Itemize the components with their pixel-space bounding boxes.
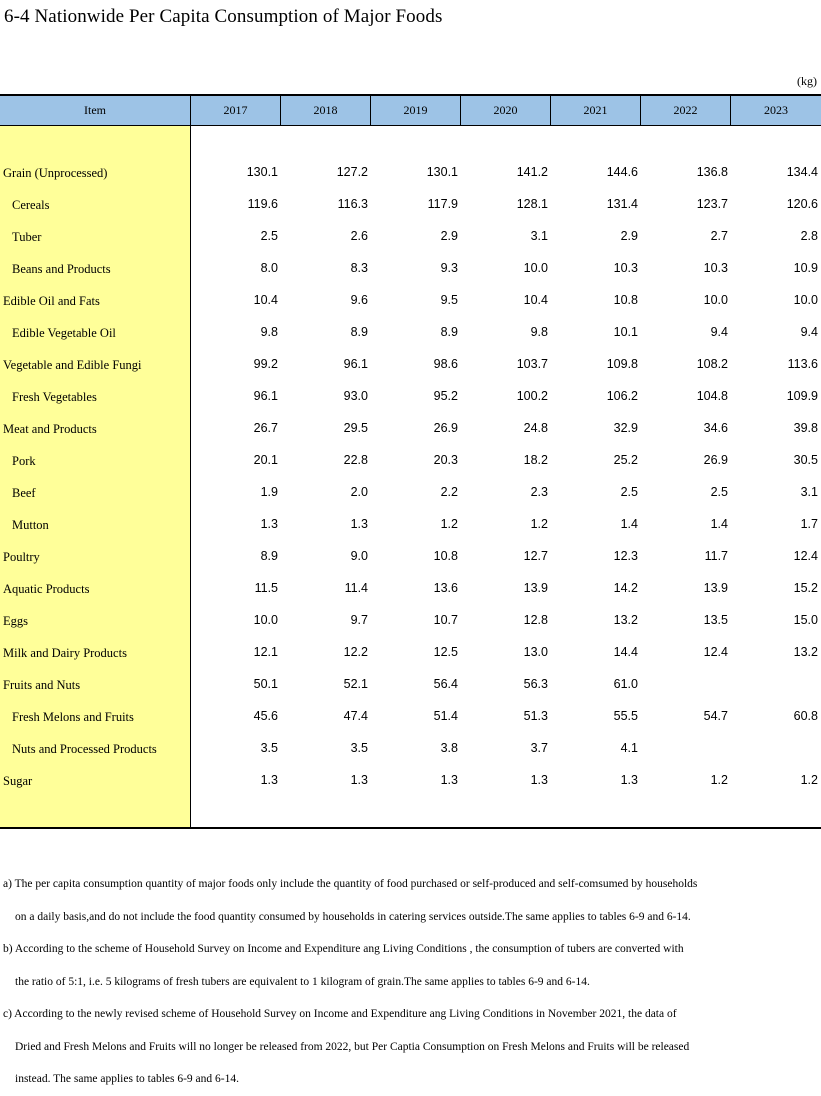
- table-row: [0, 190, 821, 222]
- value-cell: 22.8: [343, 453, 368, 467]
- value-cell: 3.1: [800, 485, 818, 499]
- footnote-line: a) The per capita consumption quantity of major foods only include the quantity of food purchased or self-produced and self-comsumed by households: [3, 878, 698, 890]
- value-cell: 10.0: [523, 261, 548, 275]
- value-cell: 103.7: [516, 357, 548, 371]
- value-cell: 29.5: [343, 421, 368, 435]
- footnote-line: on a daily basis,and do not include the food quantity consumed by households in catering services outside.The same applies to tables 6-9 and 6-14.: [15, 910, 691, 923]
- value-cell: 55.5: [613, 709, 638, 723]
- value-cell: 9.8: [260, 325, 278, 339]
- value-cell: 26.7: [253, 421, 278, 435]
- value-cell: 96.1: [343, 357, 368, 371]
- row-label: Meat and Products: [3, 422, 97, 436]
- table-row: [0, 702, 821, 734]
- value-cell: 12.2: [343, 645, 368, 659]
- row-label: Fresh Vegetables: [12, 390, 97, 404]
- value-cell: 25.2: [613, 453, 638, 467]
- value-cell: 2.5: [620, 485, 638, 499]
- value-cell: 1.3: [530, 773, 548, 787]
- table-row: [0, 318, 821, 350]
- value-cell: 52.1: [343, 677, 368, 691]
- value-cell: 10.1: [613, 325, 638, 339]
- value-cell: 34.6: [703, 421, 728, 435]
- value-cell: 2.2: [440, 485, 458, 499]
- table-body: [0, 158, 821, 798]
- value-cell: 39.8: [793, 421, 818, 435]
- value-cell: 13.9: [523, 581, 548, 595]
- value-cell: 11.4: [344, 581, 368, 595]
- value-cell: 50.1: [253, 677, 278, 691]
- value-cell: 14.2: [613, 581, 638, 595]
- value-cell: 117.9: [427, 197, 458, 211]
- table-header: [0, 96, 821, 125]
- value-cell: 1.3: [260, 773, 278, 787]
- value-cell: 24.8: [523, 421, 548, 435]
- value-cell: 12.7: [523, 549, 548, 563]
- table-row: [0, 382, 821, 414]
- value-cell: 2.3: [530, 485, 548, 499]
- value-cell: 1.3: [260, 517, 278, 531]
- value-cell: 3.8: [440, 741, 458, 755]
- value-cell: 144.6: [606, 165, 638, 179]
- header-year: 2021: [551, 96, 641, 125]
- value-cell: 3.5: [260, 741, 278, 755]
- value-cell: 10.4: [523, 293, 548, 307]
- value-cell: 26.9: [433, 421, 458, 435]
- footnote-line: Dried and Fresh Melons and Fruits will no longer be released from 2022, but Per Captia Consumption on Fresh Melons and Fruits will be released: [15, 1040, 690, 1053]
- header-year: 2020: [461, 96, 551, 125]
- value-cell: 12.5: [433, 645, 458, 659]
- value-cell: 20.3: [433, 453, 458, 467]
- value-cell: 9.5: [440, 293, 458, 307]
- value-cell: 2.9: [620, 229, 638, 243]
- header-year: 2022: [641, 96, 731, 125]
- value-cell: 95.2: [433, 389, 458, 403]
- table-top-rule: [0, 94, 821, 96]
- value-cell: 127.2: [336, 165, 368, 179]
- value-cell: 2.6: [350, 229, 368, 243]
- table-row: [0, 542, 821, 574]
- value-cell: 45.6: [253, 709, 278, 723]
- value-cell: 51.3: [523, 709, 548, 723]
- value-cell: 98.6: [433, 357, 458, 371]
- row-label: Fruits and Nuts: [3, 678, 81, 692]
- value-cell: 2.5: [710, 485, 728, 499]
- value-cell: 109.9: [786, 389, 818, 403]
- value-cell: 20.1: [253, 453, 278, 467]
- row-label: Cereals: [12, 198, 50, 212]
- value-cell: 96.1: [253, 389, 278, 403]
- value-cell: 1.2: [440, 517, 458, 531]
- header-year: 2017: [191, 96, 281, 125]
- table-row: [0, 478, 821, 510]
- value-cell: 1.7: [800, 517, 818, 531]
- value-cell: 12.1: [253, 645, 278, 659]
- table-row: [0, 446, 821, 478]
- value-cell: 12.3: [613, 549, 638, 563]
- value-cell: 1.3: [440, 773, 458, 787]
- row-label: Sugar: [3, 774, 33, 788]
- table-row: [0, 574, 821, 606]
- value-cell: 2.7: [710, 229, 728, 243]
- row-label: Tuber: [12, 230, 42, 244]
- table-row: [0, 638, 821, 670]
- value-cell: 10.8: [433, 549, 458, 563]
- header-year: 2018: [281, 96, 371, 125]
- value-cell: 1.2: [530, 517, 548, 531]
- footnotes: [3, 868, 818, 1096]
- value-cell: 1.3: [350, 517, 368, 531]
- value-cell: 10.0: [703, 293, 728, 307]
- value-cell: 13.9: [703, 581, 728, 595]
- row-label: Vegetable and Edible Fungi: [3, 358, 142, 372]
- value-cell: 15.2: [793, 581, 818, 595]
- value-cell: 56.4: [433, 677, 458, 691]
- row-label: Beans and Products: [12, 262, 111, 276]
- value-cell: 1.4: [620, 517, 638, 531]
- value-cell: 8.3: [350, 261, 368, 275]
- value-cell: 47.4: [343, 709, 368, 723]
- value-cell: 10.4: [253, 293, 278, 307]
- value-cell: 131.4: [606, 197, 638, 211]
- value-cell: 12.8: [523, 613, 548, 627]
- value-cell: 10.9: [793, 261, 818, 275]
- value-cell: 13.2: [793, 645, 818, 659]
- value-cell: 13.2: [613, 613, 638, 627]
- value-cell: 61.0: [613, 677, 638, 691]
- header-bottom-rule: [0, 125, 821, 126]
- value-cell: 2.9: [440, 229, 458, 243]
- value-cell: 32.9: [613, 421, 638, 435]
- value-cell: 10.0: [253, 613, 278, 627]
- value-cell: 113.6: [787, 357, 818, 371]
- value-cell: 3.7: [530, 741, 548, 755]
- table-row: [0, 254, 821, 286]
- value-cell: 116.3: [337, 197, 368, 211]
- footnote-line: the ratio of 5:1, i.e. 5 kilograms of fresh tubers are equivalent to 1 kilogram of grain.The same applies to tables 6-9 and 6-14.: [15, 975, 590, 988]
- row-label: Milk and Dairy Products: [3, 646, 127, 660]
- value-cell: 10.0: [793, 293, 818, 307]
- value-cell: 60.8: [793, 709, 818, 723]
- value-cell: 10.3: [613, 261, 638, 275]
- value-cell: 11.5: [254, 581, 278, 595]
- value-cell: 9.0: [350, 549, 368, 563]
- value-cell: 109.8: [606, 357, 638, 371]
- value-cell: 8.9: [350, 325, 368, 339]
- value-cell: 2.8: [800, 229, 818, 243]
- table-row: [0, 158, 821, 190]
- value-cell: 10.8: [613, 293, 638, 307]
- row-label: Nuts and Processed Products: [12, 742, 157, 756]
- value-cell: 9.3: [440, 261, 458, 275]
- row-label: Fresh Melons and Fruits: [12, 710, 134, 724]
- value-cell: 30.5: [793, 453, 818, 467]
- value-cell: 123.7: [696, 197, 728, 211]
- table-row: [0, 766, 821, 798]
- row-label: Edible Oil and Fats: [3, 294, 100, 308]
- row-label: Edible Vegetable Oil: [12, 326, 116, 340]
- value-cell: 4.1: [620, 741, 638, 755]
- value-cell: 54.7: [703, 709, 728, 723]
- value-cell: 1.9: [260, 485, 278, 499]
- value-cell: 141.2: [516, 165, 548, 179]
- row-label: Aquatic Products: [3, 582, 90, 596]
- value-cell: 56.3: [523, 677, 548, 691]
- value-cell: 99.2: [253, 357, 278, 371]
- row-label: Poultry: [3, 550, 40, 564]
- value-cell: 136.8: [696, 165, 728, 179]
- value-cell: 128.1: [516, 197, 548, 211]
- value-cell: 9.7: [350, 613, 368, 627]
- value-cell: 10.3: [703, 261, 728, 275]
- value-cell: 15.0: [793, 613, 818, 627]
- header-year: 2023: [764, 103, 788, 117]
- row-label: Grain (Unprocessed): [3, 166, 108, 180]
- table-row: [0, 350, 821, 382]
- value-cell: 130.1: [246, 165, 278, 179]
- header-item: Item: [0, 96, 191, 125]
- value-cell: 10.7: [433, 613, 458, 627]
- row-label: Beef: [12, 486, 36, 500]
- footnote-line: instead. The same applies to tables 6-9 and 6-14.: [15, 1073, 239, 1085]
- value-cell: 11.7: [704, 549, 728, 563]
- value-cell: 51.4: [433, 709, 458, 723]
- value-cell: 13.0: [523, 645, 548, 659]
- value-cell: 9.4: [800, 325, 818, 339]
- unit-label: (kg): [797, 74, 817, 88]
- table-bottom-rule: [0, 827, 821, 829]
- value-cell: 3.5: [350, 741, 368, 755]
- table-row: [0, 734, 821, 766]
- table-row: [0, 670, 821, 702]
- footnote-line: c) According to the newly revised scheme of Household Survey on Income and Expenditure ang Living Conditions in November 2021, the data of: [3, 1008, 677, 1020]
- value-cell: 8.9: [260, 549, 278, 563]
- value-cell: 120.6: [786, 197, 818, 211]
- value-cell: 13.5: [703, 613, 728, 627]
- value-cell: 26.9: [703, 453, 728, 467]
- table-row: [0, 606, 821, 638]
- value-cell: 8.0: [260, 261, 278, 275]
- header-year: 2019: [371, 96, 461, 125]
- value-cell: 3.1: [530, 229, 548, 243]
- table-row: [0, 510, 821, 542]
- value-cell: 2.0: [350, 485, 368, 499]
- row-label: Eggs: [3, 614, 28, 628]
- table-row: [0, 222, 821, 254]
- value-cell: 1.3: [350, 773, 368, 787]
- footnote-line: b) According to the scheme of Household Survey on Income and Expenditure ang Living Conditions , the consumption of tubers are converted with: [3, 943, 684, 955]
- value-cell: 2.5: [260, 229, 278, 243]
- row-label: Mutton: [12, 518, 49, 532]
- value-cell: 12.4: [793, 549, 818, 563]
- table-row: [0, 414, 821, 446]
- value-cell: 1.2: [800, 773, 818, 787]
- table-row: [0, 286, 821, 318]
- row-label: Pork: [12, 454, 36, 468]
- value-cell: 9.4: [710, 325, 728, 339]
- value-cell: 134.4: [786, 165, 818, 179]
- value-cell: 13.6: [433, 581, 458, 595]
- value-cell: 12.4: [703, 645, 728, 659]
- value-cell: 93.0: [343, 389, 368, 403]
- value-cell: 106.2: [606, 389, 638, 403]
- value-cell: 9.6: [350, 293, 368, 307]
- page-title: 6-4 Nationwide Per Capita Consumption of Major Foods: [4, 6, 443, 27]
- value-cell: 130.1: [426, 165, 458, 179]
- value-cell: 1.2: [710, 773, 728, 787]
- value-cell: 104.8: [696, 389, 728, 403]
- value-cell: 1.3: [620, 773, 638, 787]
- value-cell: 100.2: [516, 389, 548, 403]
- value-cell: 9.8: [530, 325, 548, 339]
- value-cell: 108.2: [696, 357, 728, 371]
- value-cell: 18.2: [523, 453, 548, 467]
- value-cell: 119.6: [247, 197, 278, 211]
- value-cell: 8.9: [440, 325, 458, 339]
- value-cell: 14.4: [613, 645, 638, 659]
- value-cell: 1.4: [710, 517, 728, 531]
